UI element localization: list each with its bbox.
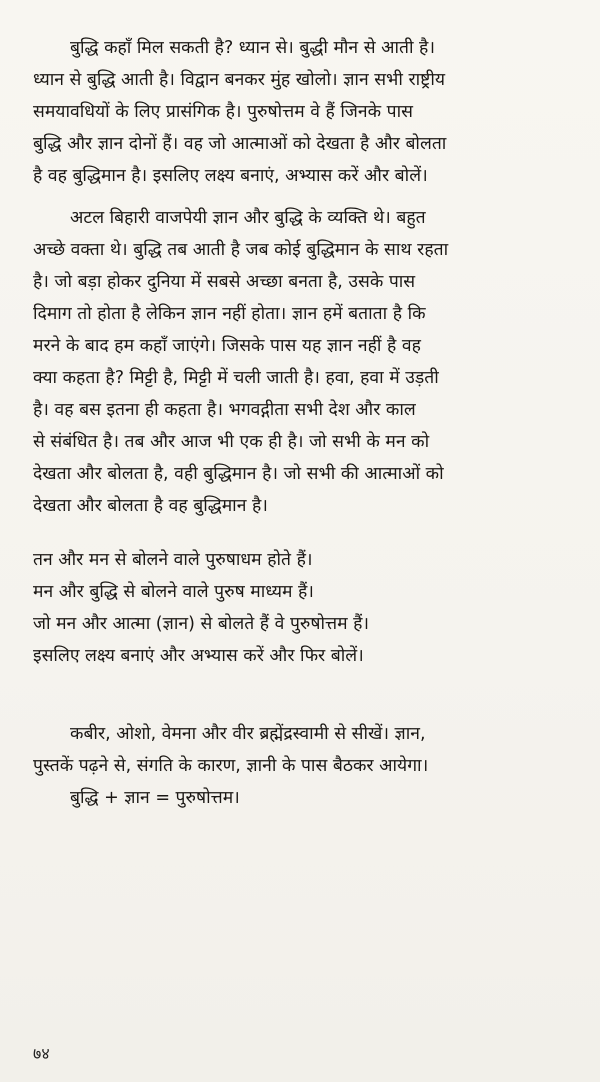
verse-line: जो मन और आत्मा (ज्ञान) से बोलते हैं वे पुरुषोत्तम हैं।: [33, 614, 370, 634]
text-line: दिमाग तो होता है लेकिन ज्ञान नहीं होता। ज्ञान हमें बताता है कि: [33, 304, 426, 324]
equation-line: बुद्धि + ज्ञान = पुरुषोत्तम।: [70, 788, 240, 808]
text-line: क्या कहता है? मिट्टी है, मिट्टी में चली जाती है। हवा, हवा में उड़ती: [33, 368, 439, 388]
verse-line: मन और बुद्धि से बोलने वाले पुरुष माध्यम हैं।: [33, 582, 314, 602]
text-line: देखता और बोलता है वह बुद्धिमान है।: [33, 496, 268, 516]
text-line: ध्यान से बुद्धि आती है। विद्वान बनकर मुंह खोलो। ज्ञान सभी राष्ट्रीय: [33, 70, 446, 90]
text-line: मरने के बाद हम कहाँ जाएंगे। जिसके पास यह ज्ञान नहीं है वह: [33, 336, 421, 356]
text-line: अटल बिहारी वाजपेयी ज्ञान और बुद्धि के व्यक्ति थे। बहुत: [70, 208, 426, 228]
text-line: पुस्तकें पढ़ने से, संगति के कारण, ज्ञानी के पास बैठकर आयेगा।: [33, 756, 429, 776]
text-line: से संबंधित है। तब और आज भी एक ही है। जो सभी के मन को: [33, 432, 430, 452]
text-line: है। जो बड़ा होकर दुनिया में सबसे अच्छा बनता है, उसके पास: [33, 272, 416, 292]
text-line: है वह बुद्धिमान है। इसलिए लक्ष्य बनाएं, अभ्यास करें और बोलें।: [33, 166, 428, 186]
text-line: देखता और बोलता है, वही बुद्धिमान है। जो सभी की आत्माओं को: [33, 464, 444, 484]
text-line: बुद्धि और ज्ञान दोनों हैं। वह जो आत्माओं को देखता है और बोलता: [33, 134, 447, 154]
text-line: समयावधियों के लिए प्रासंगिक है। पुरुषोत्तम वे हैं जिनके पास: [33, 102, 413, 122]
text-line: बुद्धि कहाँ मिल सकती है? ध्यान से। बुद्धी मौन से आती है।: [70, 38, 435, 58]
verse-line: तन और मन से बोलने वाले पुरुषाधम होते हैं।: [33, 550, 313, 570]
text-line: कबीर, ओशो, वेमना और वीर ब्रह्मेंद्रस्वामी से सीखें। ज्ञान,: [70, 724, 426, 744]
text-line: है। वह बस इतना ही कहता है। भगवद्गीता सभी देश और काल: [33, 400, 416, 420]
text-line: अच्छे वक्ता थे। बुद्धि तब आती है जब कोई बुद्धिमान के साथ रहता: [33, 240, 449, 260]
page-number: ७४: [33, 1044, 50, 1063]
verse-line: इसलिए लक्ष्य बनाएं और अभ्यास करें और फिर बोलें।: [33, 646, 364, 666]
